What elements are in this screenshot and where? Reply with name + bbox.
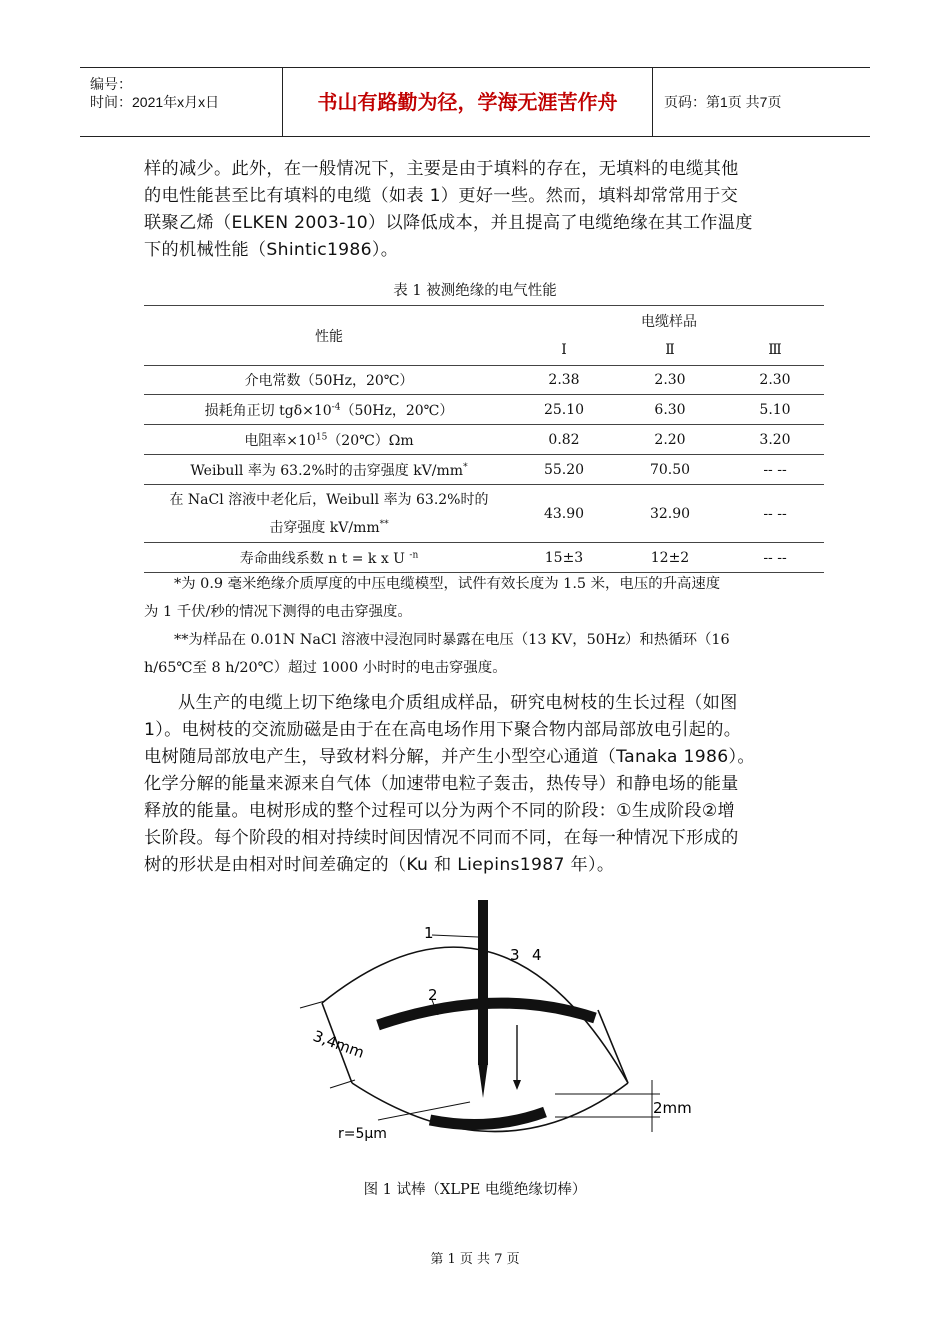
- text-line: 从生产的电缆上切下绝缘电介质组成样品，研究电树枝的生长过程（如图: [178, 693, 738, 713]
- bottom-electrode: [430, 1112, 545, 1125]
- text-line: 的电性能甚至比有填料的电缆（如表 1）更好一些。然而，填料却常常用于交: [144, 186, 739, 206]
- row-value-3: 2.30: [726, 366, 824, 395]
- figure-caption: 图 1 试棒（XLPE 电缆绝缘切棒）: [363, 1182, 587, 1198]
- row-value-3: 5.10: [726, 395, 824, 425]
- text-line: 长阶段。每个阶段的相对持续时间因情况不同而不同，在每一种情况下形成的: [144, 828, 739, 848]
- paragraph-2: [144, 690, 808, 879]
- text-line: 树的形状是由相对时间差确定的（Ku 和 Liepins1987 年）。: [144, 855, 615, 875]
- header-sample-2: Ⅱ: [614, 336, 726, 366]
- row-value-2: 6.30: [614, 395, 726, 425]
- text-line: 电树随局部放电产生，导致材料分解，并产生小型空心通道（Tanaka 1986）。: [144, 747, 755, 767]
- radius-pointer: [378, 1102, 470, 1120]
- label-1: 1: [424, 924, 434, 942]
- right-edge: [598, 1010, 628, 1083]
- text-line: 样的减少。此外，在一般情况下，主要是由于填料的存在，无填料的电缆其他: [144, 159, 739, 179]
- label-gap: 2mm: [653, 1099, 692, 1117]
- superscript: -n: [409, 549, 419, 560]
- header-sample-3: Ⅲ: [726, 336, 824, 366]
- figure-1: [0, 890, 950, 1170]
- table-row: [144, 543, 824, 573]
- superscript: *: [463, 461, 468, 472]
- text-line: 联聚乙烯（ELKEN 2003-10）以降低成本，并且提高了电缆绝缘在其工作温度: [144, 213, 753, 233]
- note-line: **为样品在 0.01N NaCl 溶液中浸泡同时暴露在电压（13 KV，50Hz）和热循环（16: [174, 632, 730, 648]
- row-value-1: 0.82: [514, 425, 614, 455]
- number-label: 编号：: [90, 76, 132, 92]
- row-value-2: 2.20: [614, 425, 726, 455]
- properties-table: [144, 305, 824, 573]
- dim-tick-b: [330, 1080, 355, 1088]
- property-text: 在 NaCl 溶液中老化后，Weibull 率为 63.2%时的: [169, 491, 489, 508]
- superscript: **: [379, 518, 389, 529]
- property-text: 击穿强度 kV/mm: [269, 519, 380, 536]
- row-property: [144, 395, 514, 425]
- label-2: 2: [428, 986, 438, 1004]
- header-property: 性能: [144, 306, 514, 366]
- row-value-2: 12±2: [614, 543, 726, 573]
- note-line: 为 1 千伏/秒的情况下测得的电击穿强度。: [144, 604, 412, 620]
- text-line: 释放的能量。电树形成的整个过程可以分为两个不同的阶段：①生成阶段②增: [144, 801, 736, 821]
- row-property: [144, 485, 514, 543]
- table-title: 表 1 被测绝缘的电气性能: [393, 283, 557, 299]
- text-line: 下的机械性能（Shintic1986）。: [144, 240, 399, 260]
- superscript: 15: [315, 431, 328, 442]
- row-value-1: 55.20: [514, 455, 614, 485]
- arrow-head: [513, 1080, 521, 1090]
- row-value-2: 2.30: [614, 366, 726, 395]
- note-line: h/65℃至 8 h/20℃）超过 1000 小时时的电击穿强度。: [144, 660, 507, 676]
- property-text: 寿命曲线系数 n t = k x U: [239, 550, 410, 567]
- row-value-2: 70.50: [614, 455, 726, 485]
- property-text: （50Hz，20℃）: [340, 402, 454, 419]
- header-sample-1: Ⅰ: [514, 336, 614, 366]
- label-3: 3: [510, 946, 520, 964]
- needle-tip: [478, 1062, 488, 1098]
- row-value-1: 43.90: [514, 485, 614, 543]
- leader-1: [432, 935, 478, 937]
- table-row: [144, 425, 824, 455]
- header-page-info: 页码：第1页 共7页: [664, 94, 782, 110]
- text-line: 1）。电树枝的交流励磁是由于在在高电场作用下聚合物内部局部放电引起的。: [144, 720, 742, 740]
- header-cable-samples: 电缆样品: [514, 306, 824, 336]
- row-value-3: -- --: [726, 543, 824, 573]
- table-row: [144, 455, 824, 485]
- row-value-2: 32.90: [614, 485, 726, 543]
- needle-shaft: [478, 900, 488, 1065]
- row-value-1: 15±3: [514, 543, 614, 573]
- dim-tick-a: [300, 1001, 325, 1008]
- row-value-3: -- --: [726, 455, 824, 485]
- date-label: 时间：2021年x月x日: [90, 94, 220, 110]
- row-property: 介电常数（50Hz，20℃）: [144, 366, 514, 395]
- paragraph-1: [144, 156, 808, 264]
- row-value-3: -- --: [726, 485, 824, 543]
- note-line: *为 0.9 毫米绝缘介质厚度的中压电缆模型，试件有效长度为 1.5 米，电压的升高速度: [174, 576, 721, 592]
- header-motto: 书山有路勤为径，学海无涯苦作舟: [283, 68, 653, 136]
- row-value-3: 3.20: [726, 425, 824, 455]
- row-value-1: 2.38: [514, 366, 614, 395]
- property-text: Weibull 率为 63.2%时的击穿强度 kV/mm: [190, 462, 464, 479]
- table-notes: [144, 570, 824, 682]
- property-text: （20℃）Ωm: [327, 432, 414, 449]
- test-rod-diagram: [0, 890, 950, 1170]
- text-line: 化学分解的能量来源来自气体（加速带电粒子轰击，热传导）和静电场的能量: [144, 774, 739, 794]
- row-property: [144, 543, 514, 573]
- label-radius: r=5μm: [338, 1126, 387, 1142]
- header-meta: [80, 68, 283, 136]
- label-thickness: 3,4mm: [310, 1026, 367, 1062]
- property-text: 损耗角正切 tgδ×10: [204, 402, 332, 419]
- row-value-1: 25.10: [514, 395, 614, 425]
- table-row: [144, 395, 824, 425]
- property-text: 电阻率×10: [244, 432, 316, 449]
- page-header: [80, 67, 870, 137]
- page-footer: 第 1 页 共 7 页: [430, 1252, 520, 1267]
- label-4: 4: [532, 946, 542, 964]
- table-row: [144, 485, 824, 543]
- row-property: [144, 455, 514, 485]
- superscript: -4: [331, 401, 341, 412]
- row-property: [144, 425, 514, 455]
- table-row: [144, 366, 824, 395]
